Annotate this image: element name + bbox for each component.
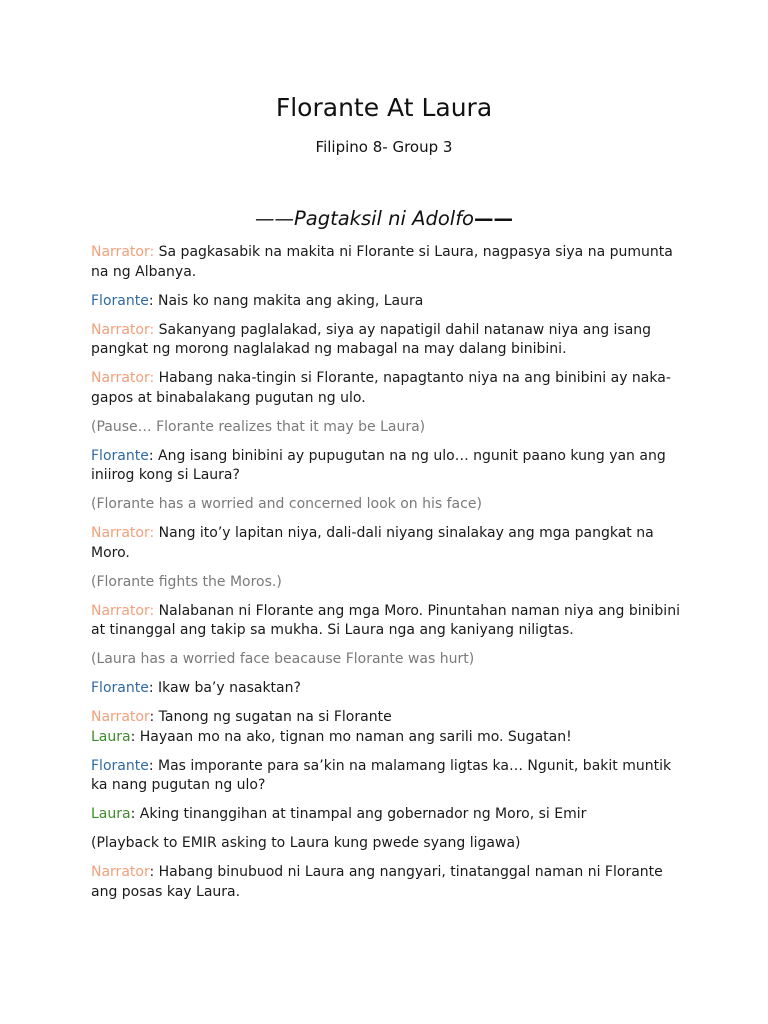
script-line bbox=[91, 524, 681, 563]
document-subtitle: Filipino 8- Group 3 bbox=[315, 138, 453, 156]
stage-direction: (Pause… Florante realizes that it may be Laura) bbox=[91, 418, 426, 435]
dialogue-text: Nang ito’y lapitan niya, dali-dali niyang sinalakay ang mga pangkat na Moro. bbox=[91, 525, 654, 561]
script-body bbox=[91, 243, 681, 912]
dialogue-text: Nalabanan ni Florante ang mga Moro. Pinuntahan naman niya ang binibini at tinanggal ang takip sa mukha. Si Laura nga ang kaniyang niligtas. bbox=[91, 602, 680, 638]
dialogue-text: Sakanyang paglalakad, siya ay napatigil dahil natanaw niya ang isang pangkat ng morong naglalakad ng mabagal na may dalang binibini. bbox=[91, 321, 652, 357]
speaker-narrator: Narrator bbox=[91, 864, 150, 880]
speaker-florante: Florante bbox=[91, 680, 149, 696]
script-line bbox=[91, 863, 681, 902]
stage-direction: (Florante fights the Moros.) bbox=[91, 573, 282, 590]
speaker-laura: Laura bbox=[91, 806, 131, 822]
speaker-narrator: Narrator: bbox=[91, 370, 155, 386]
speaker-florante: Florante bbox=[91, 757, 149, 774]
dialogue-text: : Hayaan mo na ako, tignan mo naman ang sarili mo. Sugatan! bbox=[130, 728, 572, 745]
speaker-narrator: Narrator: bbox=[91, 244, 155, 260]
scene-heading bbox=[0, 206, 768, 232]
script-line bbox=[91, 369, 681, 408]
dialogue-text: : Aking tinanggihan at tinampal ang gobernador ng Moro, si Emir bbox=[130, 806, 587, 822]
speaker-narrator: Narrator: bbox=[91, 321, 155, 338]
dialogue-text: Sa pagkasabik na makita ni Florante si Laura, nagpasya siya na pumunta na ng Albanya. bbox=[91, 244, 673, 280]
heading-text: Pagtaksil ni Adolfo bbox=[293, 207, 474, 230]
playback-note: (Playback to EMIR asking to Laura kung pwede syang ligawa) bbox=[91, 835, 521, 851]
dialogue-text: : Habang binubuod ni Laura ang nangyari, tinatanggal naman ni Florante ang posas kay Laura. bbox=[91, 864, 663, 900]
stage-direction: (Florante has a worried and concerned look on his face) bbox=[91, 496, 482, 512]
script-line bbox=[91, 728, 681, 748]
script-line bbox=[91, 757, 681, 796]
script-line bbox=[91, 243, 681, 282]
speaker-laura: Laura bbox=[91, 728, 131, 745]
script-line bbox=[91, 805, 681, 825]
dialogue-text: : Mas imporante para sa’kin na malamang ligtas ka… Ngunit, bakit muntik ka nang pugutan ng ulo? bbox=[91, 757, 672, 793]
speaker-narrator: Narrator: bbox=[91, 602, 155, 619]
script-line bbox=[91, 602, 681, 641]
speaker-narrator: Narrator: bbox=[91, 525, 155, 541]
dialogue-text: : Nais ko nang makita ang aking, Laura bbox=[148, 292, 424, 309]
document-title: Florante At Laura bbox=[275, 93, 493, 122]
script-line bbox=[91, 321, 681, 360]
heading-dash-right: —— bbox=[474, 207, 513, 230]
dialogue-text: : Tanong ng sugatan na si Florante bbox=[149, 709, 392, 725]
dialogue-text: Habang naka-tingin si Florante, napagtanto niya na ang binibini ay naka-gapos at binabalakang pugutan ng ulo. bbox=[91, 370, 671, 406]
speaker-florante: Florante bbox=[91, 447, 149, 464]
dialogue-text: : Ang isang binibini ay pupugutan na ng ulo… ngunit paano kung yan ang iniirog kong si Laura? bbox=[91, 447, 666, 483]
script-line bbox=[91, 708, 681, 728]
script-line bbox=[91, 292, 681, 312]
script-line bbox=[91, 679, 681, 699]
heading-dash-left: —— bbox=[254, 207, 294, 230]
speaker-narrator: Narrator bbox=[91, 709, 150, 725]
script-line bbox=[91, 447, 681, 486]
stage-direction: (Laura has a worried face beacause Florante was hurt) bbox=[91, 651, 475, 667]
speaker-florante: Florante bbox=[91, 292, 149, 309]
dialogue-text: : Ikaw ba’y nasaktan? bbox=[148, 680, 301, 696]
